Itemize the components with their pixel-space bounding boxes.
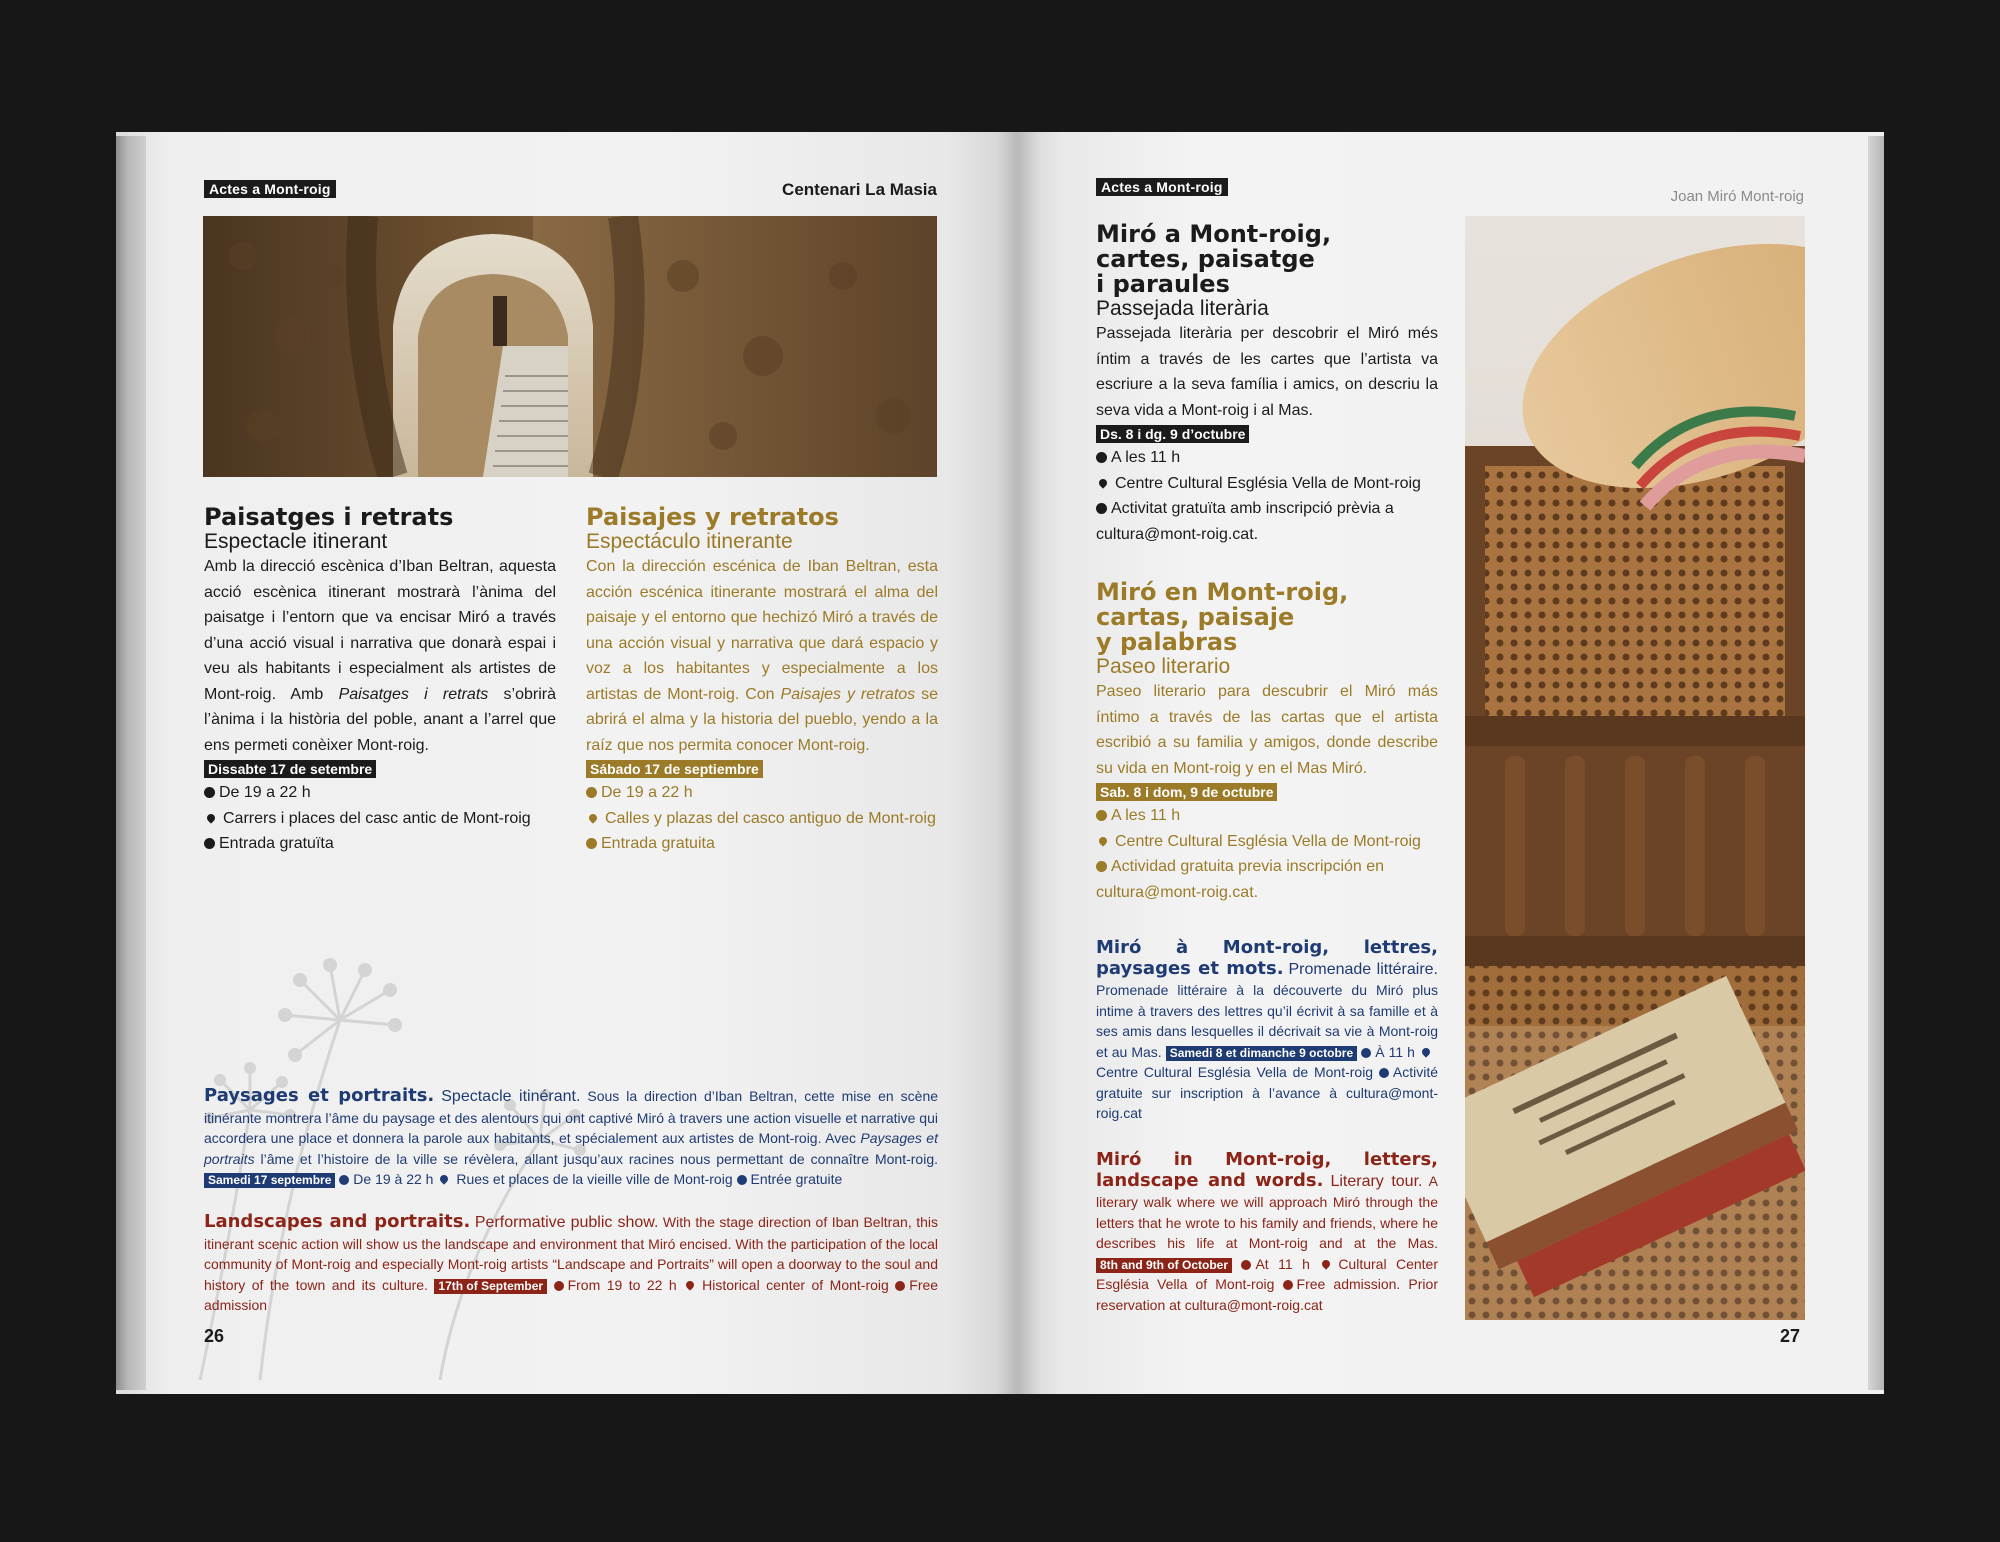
ca2-price-item: [1096, 496, 1438, 547]
ticket-icon: [1379, 1068, 1389, 1078]
en2-place: Cultural Center Església Vella of Mont-roig: [1096, 1255, 1439, 1292]
es2-title-line1: Miró en Mont-roig,: [1096, 578, 1349, 606]
es-body-part1: Con la dirección escénica de Iban Beltran, esta acción escénica itinerante mostrará el alma del paisaje y el entorno que hechizó Miró a través de una acción visual y narrativa que dará espacio y voz a los habitantes y especialmente a los artistas de Mont-roig. Con: [586, 558, 938, 703]
es-date-badge: Sábado 17 de septiembre: [586, 760, 763, 778]
es2-body: Paseo literario para descubrir el Miró más íntimo a través de las cartas que el artista escribió a su familia y amigos, donde describe su vida en Mont-roig y en el Mas Miró.: [1096, 683, 1438, 777]
ca2-title-line1: Miró a Mont-roig,: [1096, 220, 1332, 248]
ticket-icon: [1096, 503, 1107, 514]
hat-chair-photo: [1465, 216, 1805, 1320]
fr-body-part1: Sous la direction d’Iban Beltran, cette mise en scène itinérante montrera l’âme du paysage et des alentours qui ont captivé Miró à travers une action visuelle et narrative qui accordera une place et donnera la parole aux habitants, et spécialement aux artistes de Mont-roig. Avec: [204, 1088, 939, 1146]
location-pin-icon: [587, 812, 598, 823]
ca2-subtitle: Passejada literària: [1096, 297, 1269, 320]
left-french-block: [204, 1086, 938, 1190]
clock-icon: [1361, 1048, 1371, 1058]
fr2-subtitle: Promenade littéraire.: [1288, 960, 1439, 978]
ca-body-part2: s’obrirà l’ànima i la història del poble, anant a l’arrel que ens permeti conèixer Mont-roig.: [204, 685, 557, 754]
ca-time: De 19 a 22 h: [219, 784, 311, 801]
location-pin-icon: [1420, 1046, 1431, 1057]
fr-place: Rues et places de la vieille ville de Mont-roig: [456, 1171, 733, 1187]
spine-gutter: [996, 132, 1040, 1394]
left-header-tag: Actes a Mont-roig: [204, 180, 336, 199]
ca-body: [204, 554, 556, 758]
ca-price: Entrada gratuïta: [219, 835, 334, 852]
fr-price: Entrée gratuite: [750, 1171, 843, 1187]
right-french-block: [1096, 938, 1438, 1124]
clock-icon: [586, 787, 597, 798]
ca-subtitle: Espectacle itinerant: [204, 530, 388, 553]
en-title: Landscapes and portraits.: [204, 1211, 471, 1232]
page-number-left: 26: [204, 1326, 225, 1346]
fr-title: Paysages et portraits.: [204, 1085, 435, 1106]
page-number-right: 27: [1780, 1326, 1801, 1346]
es2-title-line3: y palabras: [1096, 628, 1238, 656]
es-price: Entrada gratuita: [601, 835, 715, 852]
en-body: With the stage direction of Iban Beltran, this itinerant scenic action will show us the landscape and environment that Miró encised. With the participation of the local community of Mont-roig and especially Mont-roig artists “Landscape and Portraits” will open a doorway to the soul and history of the town and its culture.: [204, 1214, 939, 1293]
right-header-title: Joan Miró Mont-roig: [1670, 188, 1804, 205]
fr-body-part2: l’âme et l’histoire de la ville se révèlera, allant jusqu’aux racines nous permettant de connaître Mont-roig.: [254, 1150, 938, 1167]
right-catalan-block: [1096, 222, 1438, 547]
ca-price-item: [204, 831, 556, 857]
en2-title: Miró in Mont-roig, letters, landscape and words.: [1096, 1149, 1438, 1191]
ticket-icon: [1096, 861, 1107, 872]
clock-icon: [554, 1281, 564, 1291]
es2-place: Centre Cultural Església Vella de Mont-roig: [1115, 832, 1421, 850]
es-body: [586, 554, 938, 758]
es-price-item: [586, 831, 938, 857]
location-pin-icon: [1097, 477, 1108, 488]
fr-date-badge: Samedi 17 septembre: [204, 1173, 335, 1188]
fr2-body: Promenade littéraire à la découverte du Miró plus intime à travers des lettres qu’il écrivit à sa famille et à ses amis dans lesquelles il décrivait sa vie à Mont-roig et au Mas.: [1096, 982, 1438, 1060]
en-place: Historical center of Mont-roig: [702, 1276, 889, 1293]
ca-time-item: [204, 780, 556, 806]
clock-icon: [1096, 810, 1107, 821]
location-pin-icon: [205, 812, 216, 823]
fr-time: De 19 à 22 h: [353, 1171, 434, 1187]
ca-date-badge: Dissabte 17 de setembre: [204, 760, 376, 778]
en-subtitle: Performative public show.: [474, 1214, 659, 1231]
en2-subtitle: Literary tour.: [1330, 1172, 1423, 1190]
right-english-block: [1096, 1150, 1438, 1315]
left-catalan-block: [204, 505, 556, 857]
en-time: From 19 to 22 h: [567, 1276, 677, 1293]
ca2-price: Activitat gratuïta amb inscripció prèvia a cultura@mont-roig.cat.: [1096, 500, 1394, 543]
ca-place-item: [204, 806, 556, 832]
right-page-edge: [1868, 136, 1884, 1390]
ca2-time-item: [1096, 445, 1438, 471]
clock-icon: [204, 787, 215, 798]
es2-place-item: [1096, 829, 1438, 855]
es-body-part2: se abrirá el alma y la historia del pueblo, yendo a la raíz que nos permita conocer Mont-roig.: [586, 685, 939, 754]
ticket-icon: [204, 838, 215, 849]
ca2-place: Centre Cultural Església Vella de Mont-roig: [1115, 474, 1421, 492]
ca2-title-line3: i paraules: [1096, 270, 1230, 298]
ca2-title-line2: cartes, paisatge: [1096, 245, 1315, 273]
left-spanish-block: [586, 505, 938, 857]
es-place-item: [586, 806, 938, 832]
location-pin-icon: [439, 1173, 450, 1184]
ticket-icon: [1283, 1280, 1293, 1290]
es-time: De 19 a 22 h: [601, 784, 693, 801]
es2-time-item: [1096, 803, 1438, 829]
es2-price-item: [1096, 854, 1438, 905]
en2-time: At 11 h: [1255, 1255, 1310, 1272]
fr2-title: Miró à Mont-roig, lettres, paysages et mots.: [1096, 937, 1438, 979]
clock-icon: [1241, 1260, 1251, 1270]
fr2-place: Centre Cultural Església Vella de Mont-roig: [1096, 1064, 1374, 1080]
clock-icon: [339, 1175, 349, 1185]
ca-body-italic: Paisatges i retrats: [338, 685, 489, 703]
ticket-icon: [586, 838, 597, 849]
ca-body-part1: Amb la direcció escènica d’Iban Beltran, aquesta acció escènica itinerant mostrarà l’ànima del paisatge i l’entorn que va encisar Miró a través d’una acció visual i narrativa que donarà espai i veu als habitants i especialment als artistes de Mont-roig. Amb: [204, 558, 556, 703]
fr2-price: Activité gratuite sur inscription à l’avance à cultura@mont-roig.cat: [1096, 1064, 1438, 1121]
stone-archway-photo: [203, 216, 937, 477]
ticket-icon: [895, 1281, 905, 1291]
ca2-body: Passejada literària per descobrir el Miró més íntim a través de les cartes que l’artista va escriure a la seva família i amics, on descriu la seva vida a Mont-roig i al Mas.: [1096, 325, 1438, 419]
fr-subtitle: Spectacle itinérant.: [441, 1088, 581, 1105]
ca-title: Paisatges i retrats: [204, 503, 454, 531]
en2-body: A literary walk where we will approach Miró through the letters that he wrote to his family and friends, where he describes his life at Mont-roig and at the Mas.: [1096, 1172, 1439, 1251]
fr-body-italic: Paysages et portraits: [204, 1130, 938, 1167]
es2-subtitle: Paseo literario: [1096, 655, 1231, 678]
es-place: Calles y plazas del casco antiguo de Mont-roig: [605, 809, 936, 827]
en2-date-badge: 8th and 9th of October: [1096, 1258, 1232, 1273]
right-spanish-block: [1096, 580, 1438, 905]
location-pin-icon: [1097, 835, 1108, 846]
es2-price: Actividad gratuita previa inscripción en cultura@mont-roig.cat.: [1096, 858, 1385, 901]
ca2-date-badge: Ds. 8 i dg. 9 d’octubre: [1096, 425, 1249, 443]
left-header-title: Centenari La Masia: [782, 180, 937, 199]
location-pin-icon: [1321, 1258, 1332, 1269]
right-header-tag: Actes a Mont-roig: [1096, 178, 1228, 197]
fr2-time: À 11 h: [1375, 1043, 1415, 1060]
en-date-badge: 17th of September: [434, 1279, 547, 1294]
ticket-icon: [737, 1175, 747, 1185]
ca-place: Carrers i places del casc antic de Mont-roig: [223, 809, 531, 827]
es2-date-badge: Sab. 8 i dom, 9 de octubre: [1096, 783, 1277, 801]
fr2-date-badge: Samedi 8 et dimanche 9 octobre: [1166, 1046, 1357, 1061]
en2-price: Free admission. Prior reservation at cultura@mont-roig.cat: [1096, 1276, 1438, 1313]
es2-time: A les 11 h: [1111, 807, 1181, 824]
es-title: Paisajes y retratos: [586, 503, 839, 531]
es-subtitle: Espectáculo itinerante: [586, 530, 793, 553]
left-english-block: [204, 1212, 938, 1316]
ca2-place-item: [1096, 471, 1438, 497]
location-pin-icon: [684, 1279, 695, 1290]
es2-title-line2: cartas, paisaje: [1096, 603, 1295, 631]
clock-icon: [1096, 452, 1107, 463]
es-time-item: [586, 780, 938, 806]
en-price: Free admission: [204, 1276, 939, 1313]
ca2-time: A les 11 h: [1111, 449, 1181, 466]
es-body-italic: Paisajes y retratos: [780, 685, 916, 703]
